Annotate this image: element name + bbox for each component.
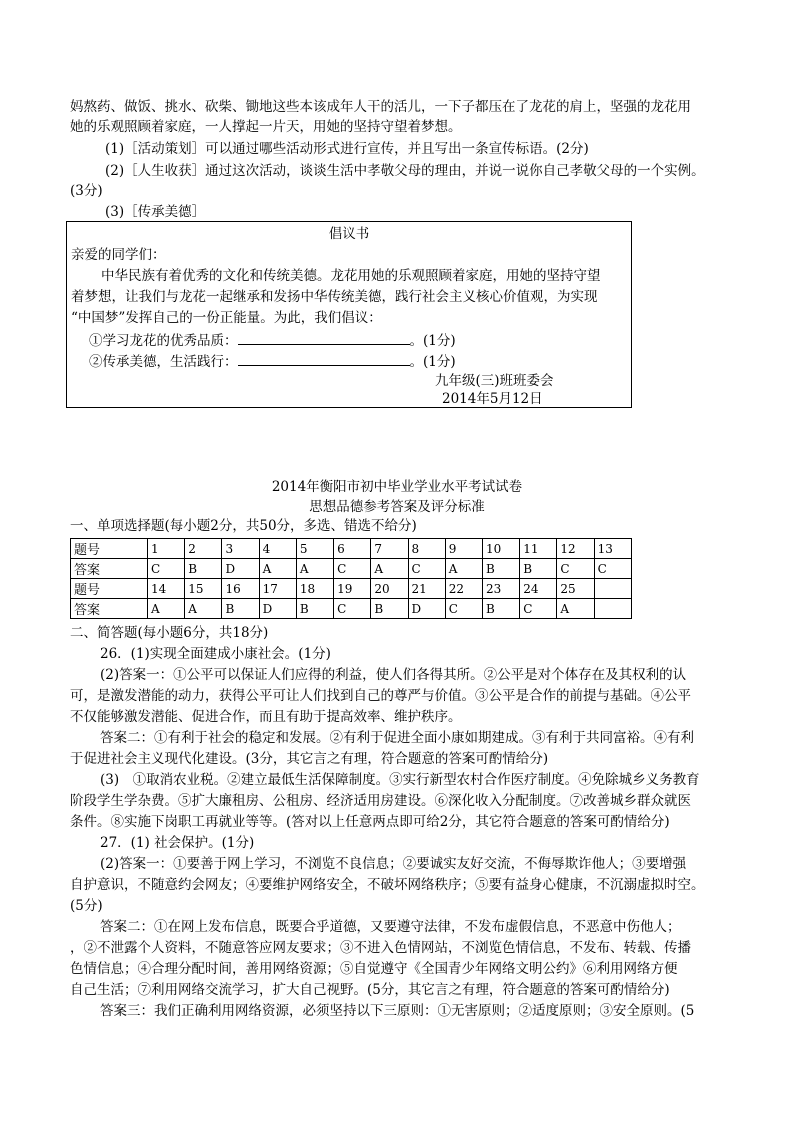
answer-line: 答案二：①有利于社会的稳定和发展。②有利于促进全面小康如期建成。③有利于共同富裕。④有利 (100, 730, 694, 746)
table-cell: A (557, 599, 594, 619)
answer-line: (5分) (70, 898, 103, 914)
answer-line: 色情信息；④合理分配时间，善用网络资源；⑤自觉遵守《全国青少年网络文明公约》⑥利用网络方便 (70, 961, 678, 977)
table-cell: 22 (445, 579, 482, 599)
table-cell: D (222, 559, 259, 579)
table-cell: C (408, 559, 445, 579)
answer-line: 答案二：①在网上发布信息，既要合乎道德，又要遵守法律，不发布虚假信息，不恶意中伤他人； (100, 919, 681, 935)
proposal-item-1-end: 。(1分) (409, 333, 456, 349)
table-cell: 4 (259, 539, 296, 559)
proposal-item-2 (89, 351, 456, 371)
table-cell: 10 (482, 539, 519, 559)
table-cell: 17 (259, 579, 296, 599)
proposal-item-1-label: ①学习龙花的优秀品质： (89, 333, 238, 349)
table-cell: C (557, 559, 594, 579)
answer-blank (238, 351, 410, 366)
table-cell: 3 (222, 539, 259, 559)
table-cell: D (259, 599, 296, 619)
table-cell: 18 (296, 579, 333, 599)
answer-line: 可，是激发潜能的动力，获得公平可让人们找到自己的尊严与价值。③公平是合作的前提与基础。④公平 (70, 688, 691, 704)
table-cell: 1 (148, 539, 185, 559)
answer-line: 答案三：我们正确利用网络资源，必须坚持以下三原则：①无害原则；②适度原则；③安全原则。(5 (100, 1003, 695, 1019)
table-cell: 23 (482, 579, 519, 599)
table-cell: 24 (520, 579, 557, 599)
table-cell: C (520, 599, 557, 619)
table-cell: 21 (408, 579, 445, 599)
answer-line: 自己生活；⑦利用网络交流学习，扩大自己视野。(5分，其它言之有理，符合题意的答案可酌情给分) (70, 982, 670, 998)
table-cell: C (594, 559, 631, 579)
table-cell: C (334, 559, 371, 579)
table-cell: 9 (445, 539, 482, 559)
text-line: 她的乐观照顾着家庭，一人撑起一片天，用她的坚持守望着梦想。 (70, 119, 462, 135)
proposal-body-line: “中国梦”发挥自己的一份正能量。为此，我们倡议： (71, 310, 382, 326)
table-row (71, 559, 632, 579)
table-header-cell: 答案 (71, 599, 148, 619)
table-cell: 6 (334, 539, 371, 559)
table-cell: D (408, 599, 445, 619)
answers-subtitle: 思想品德参考答案及评分标准 (309, 499, 485, 515)
answer-line: 27．(1) 社会保护。(1分) (100, 835, 255, 851)
table-cell: 2 (185, 539, 222, 559)
table-cell: 5 (296, 539, 333, 559)
proposal-item-2-label: ②传承美德，生活践行： (89, 354, 238, 370)
section-2-heading: 二、简答题(每小题6分，共18分) (70, 625, 269, 641)
table-cell: 15 (185, 579, 222, 599)
table-cell: A (259, 559, 296, 579)
answer-line: (2)答案一：①公平可以保证人们应得的利益，使人们各得其所。②公平是对个体存在及其权利的认 (100, 667, 687, 683)
table-row (71, 539, 632, 559)
table-cell: A (185, 599, 222, 619)
table-cell: 16 (222, 579, 259, 599)
table-cell: B (296, 599, 333, 619)
table-cell: A (371, 559, 408, 579)
proposal-title: 倡议书 (328, 226, 370, 242)
table-cell: 20 (371, 579, 408, 599)
table-header-cell: 答案 (71, 559, 148, 579)
table-row (71, 579, 632, 599)
table-cell: A (445, 559, 482, 579)
answer-line: 26．(1)实现全面建成小康社会。(1分) (100, 646, 331, 662)
answer-blank (238, 330, 410, 345)
table-cell (594, 599, 631, 619)
answer-line: 不仅能够激发潜能、促进合作，而且有助于提高效率、维护秩序。 (70, 709, 462, 725)
answer-line: (3) ①取消农业税。②建立最低生活保障制度。③实行新型农村合作医疗制度。④免除城乡义务教育 (100, 772, 700, 788)
table-cell: B (482, 599, 519, 619)
proposal-body-line: 着梦想，让我们与龙花一起继承和发扬中华传统美德，践行社会主义核心价值观，为实现 (71, 289, 598, 305)
answer-line: 阶段学生学杂费。⑤扩大廉租房、公租房、经济适用房建设。⑥深化收入分配制度。⑦改善城乡群众就医 (70, 793, 691, 809)
proposal-signer: 九年级(三)班班委会 (435, 373, 554, 389)
table-cell: B (222, 599, 259, 619)
answer-line: 于促进社会主义现代化建设。(3分，其它言之有理，符合题意的答案可酌情给分) (70, 751, 549, 767)
proposal-date: 2014年5月12日 (442, 391, 543, 407)
table-cell: 19 (334, 579, 371, 599)
table-cell: B (371, 599, 408, 619)
proposal-greeting: 亲爱的同学们： (71, 247, 166, 263)
table-cell: 8 (408, 539, 445, 559)
proposal-item-1 (89, 330, 456, 350)
question-2: (2)［人生收获］通过这次活动，谈谈生活中孝敬父母的理由，并说一说你自己孝敬父母的一个实例。 (105, 163, 705, 179)
answer-line: 自护意识，不随意约会网友；④要维护网络安全，不破坏网络秩序；⑤要有益身心健康，不沉溺虚拟时空。 (70, 877, 705, 893)
answers-title: 2014年衡阳市初中毕业学业水平考试试卷 (271, 479, 523, 495)
table-cell: 12 (557, 539, 594, 559)
table-cell: A (296, 559, 333, 579)
table-header-cell: 题号 (71, 539, 148, 559)
table-cell: 14 (148, 579, 185, 599)
table-cell: B (185, 559, 222, 579)
section-1-heading: 一、单项选择题(每小题2分，共50分，多选、错选不给分) (70, 518, 417, 534)
proposal-body-line: 中华民族有着优秀的文化和传统美德。龙花用她的乐观照顾着家庭，用她的坚持守望 (101, 268, 601, 284)
text-line: 妈熬药、做饭、挑水、砍柴、锄地这些本该成年人干的活儿，一下子都压在了龙花的肩上，坚强的龙花用 (70, 99, 691, 115)
table-header-cell: 题号 (71, 579, 148, 599)
table-cell: 7 (371, 539, 408, 559)
question-2-score: (3分) (70, 183, 103, 199)
answer-line: 条件。⑧实施下岗职工再就业等等。(答对以上任意两点即可给2分，其它符合题意的答案可酌情给分) (70, 814, 670, 830)
table-cell (594, 579, 631, 599)
table-row (71, 599, 632, 619)
answer-line: (2)答案一：①要善于网上学习，不浏览不良信息；②要诚实友好交流，不侮辱欺诈他人；③要增强 (100, 856, 687, 872)
table-cell: 13 (594, 539, 631, 559)
table-cell: A (148, 599, 185, 619)
table-cell: C (148, 559, 185, 579)
question-3: (3)［传承美德］ (105, 204, 206, 220)
question-1: (1)［活动策划］可以通过哪些活动形式进行宣传，并且写出一条宣传标语。(2分) (105, 141, 589, 157)
table-cell: C (445, 599, 482, 619)
table-cell: C (334, 599, 371, 619)
proposal-item-2-end: 。(1分) (409, 354, 456, 370)
proposal-box (66, 221, 632, 408)
table-cell: 11 (520, 539, 557, 559)
table-cell: B (482, 559, 519, 579)
answer-line: ，②不泄露个人资料，不随意答应网友要求；③不进入色情网站，不浏览色情信息，不发布、转载、传播 (70, 940, 691, 956)
table-cell: 25 (557, 579, 594, 599)
table-cell: B (520, 559, 557, 579)
answer-table (70, 538, 632, 619)
